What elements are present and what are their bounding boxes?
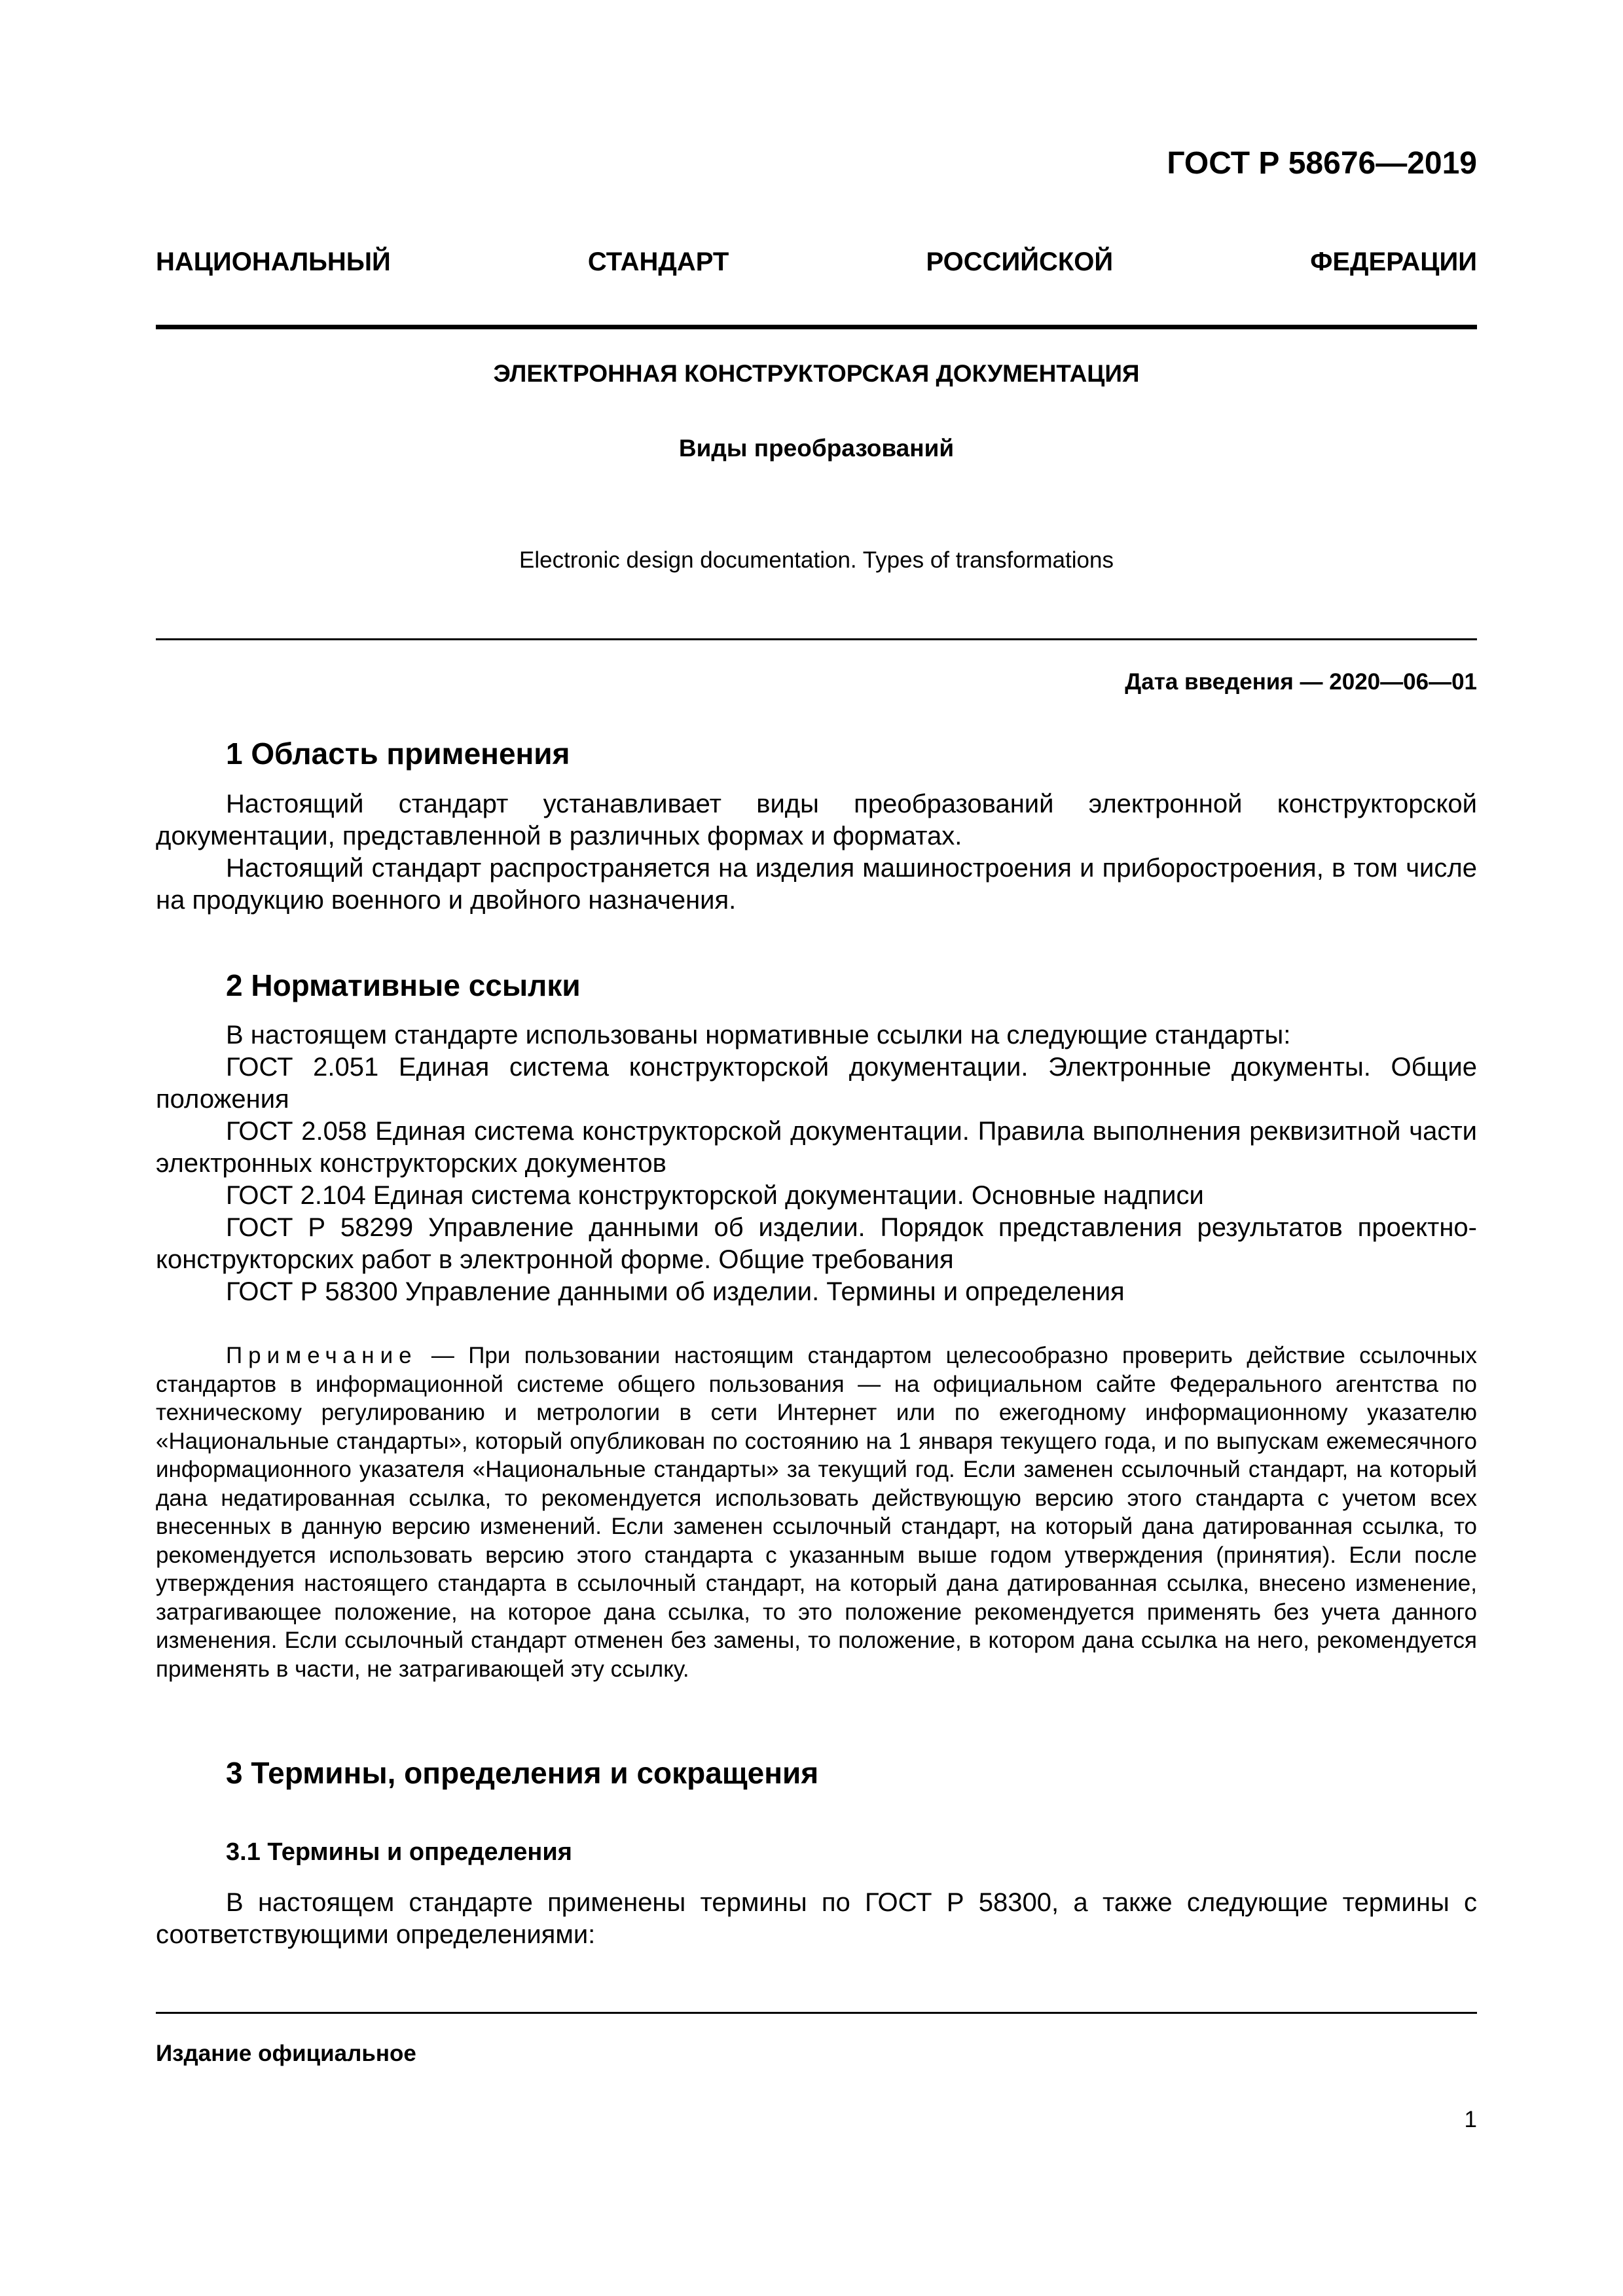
edition-label: Издание официальное (156, 2041, 416, 2066)
header-divider (156, 325, 1477, 329)
national-standard-title: НАЦИОНАЛЬНЫЙ СТАНДАРТ РОССИЙСКОЙ ФЕДЕРАЦИИ (156, 247, 1477, 276)
paragraph: В настоящем стандарте применены термины по ГОСТ Р 58300, а также следующие термины с соответствующими определениями: (156, 1888, 1477, 1949)
subsection-3-1-heading: 3.1 Термины и определения (226, 1838, 572, 1866)
paragraph: Настоящий стандарт устанавливает виды преобразований электронной конструкторской документации, представленной в различных формах и форматах. (156, 790, 1477, 850)
note-body: — При пользовании настоящим стандартом целесообразно проверить действие ссылочных стандартов в информационной системе общего пользования — на официальном сайте Федерального агентства по техническому регулированию и метрологии в сети Интернет или по ежегодному информационному указателю «Национальные стандарты», который опубликован по состоянию на 1 января текущего года, и по выпускам ежемесячного информационного указателя «Национальные стандарты» за текущий год. Если заменен ссылочный стандарт, на который дана недатированная ссылка, то рекомендуется использовать действующую версию этого стандарта с учетом всех внесенных в данную версию изменений. Если заменен ссылочный стандарт, на который дана датированная ссылка, то рекомендуется использовать версию этого стандарта с указанным выше годом утверждения (принятия). Если после утверждения настоящего стандарта в ссылочный стандарт, на который дана датированная ссылка, внесено изменение, затрагивающее положение, на которое дана ссылка, то это положение рекомендуется применять без учета данного изменения. Если ссылочный стандарт отменен без замены, то положение, в котором дана ссылка на него, рекомендуется применять в части, не затрагивающей эту ссылку. (156, 1343, 1477, 1682)
reference-item: ГОСТ 2.051 Единая система конструкторской документации. Электронные документы. Общие положения (156, 1053, 1477, 1114)
page-number: 1 (1464, 2107, 1477, 2132)
section-2-body (156, 1019, 1477, 1308)
document-number: ГОСТ Р 58676—2019 (1167, 146, 1477, 181)
section-3-heading: 3 Термины, определения и сокращения (226, 1756, 819, 1790)
paragraph: В настоящем стандарте использованы нормативные ссылки на следующие стандарты: (226, 1021, 1291, 1049)
english-title: Electronic design documentation. Types of transformations (519, 547, 1114, 573)
title-divider (156, 638, 1477, 640)
section-1-body (156, 788, 1477, 917)
footer-divider (156, 2012, 1477, 2014)
section-2-heading: 2 Нормативные ссылки (226, 968, 581, 1002)
note-label: Примечание (226, 1343, 418, 1368)
introduction-date: Дата введения — 2020—06—01 (1125, 669, 1477, 695)
reference-item: ГОСТ 2.104 Единая система конструкторской документации. Основные надписи (226, 1181, 1204, 1210)
document-subtitle: Виды преобразований (678, 435, 955, 462)
reference-note (156, 1341, 1477, 1683)
section-1-heading: 1 Область применения (226, 737, 570, 771)
section-3-body (156, 1887, 1477, 1951)
reference-item: ГОСТ Р 58299 Управление данными об изделии. Порядок представления результатов проектно-конструкторских работ в электронной форме. Общие требования (156, 1213, 1477, 1274)
reference-item: ГОСТ 2.058 Единая система конструкторской документации. Правила выполнения реквизитной части электронных конструкторских документов (156, 1117, 1477, 1178)
paragraph: Настоящий стандарт распространяется на изделия машиностроения и приборостроения, в том числе на продукцию военного и двойного назначения. (156, 854, 1477, 915)
reference-item: ГОСТ Р 58300 Управление данными об изделии. Термины и определения (226, 1277, 1125, 1306)
document-title: ЭЛЕКТРОННАЯ КОНСТРУКТОРСКАЯ ДОКУМЕНТАЦИЯ (493, 360, 1140, 387)
